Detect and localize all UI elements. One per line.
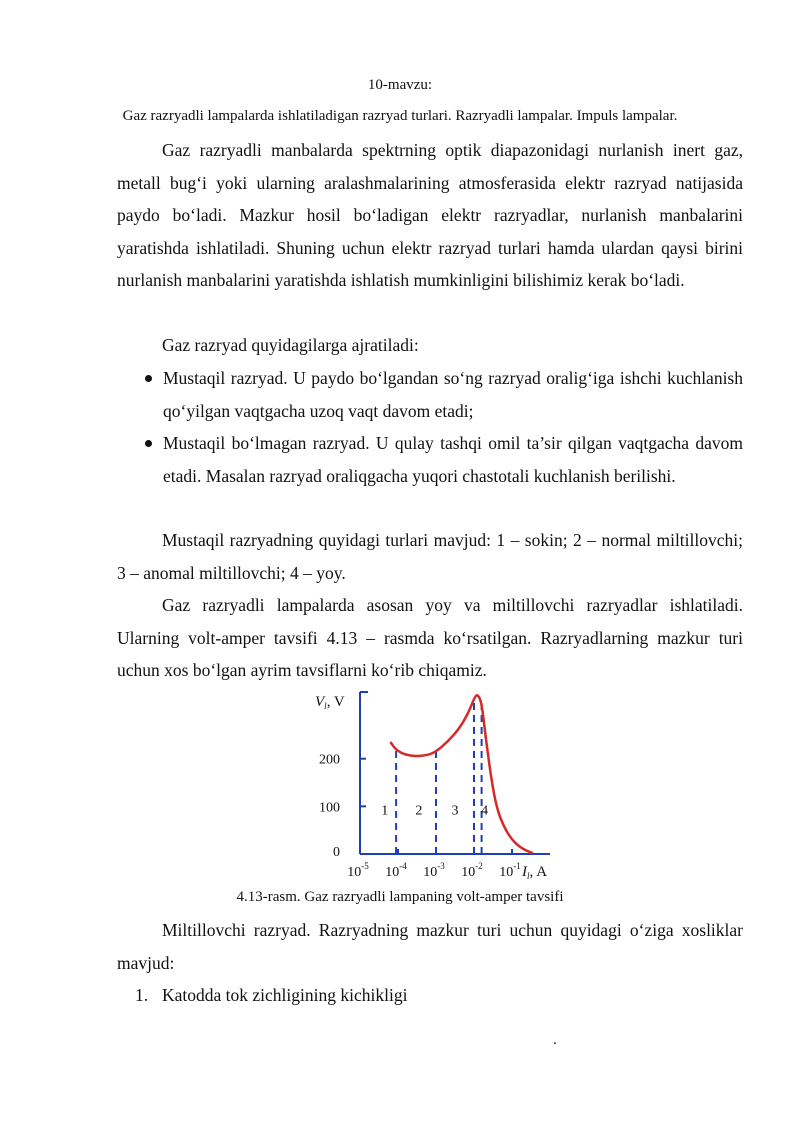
x-tick-label: $10^{-4}$ — [385, 861, 407, 880]
bullet-item — [117, 427, 743, 492]
y-tick-label: 100 — [319, 800, 340, 816]
region-label: 4 — [481, 803, 489, 819]
volt-ampere-figure — [290, 684, 560, 884]
bullet-text: Mustaqil bo‘lmagan razryad. U qulay tashqi omil ta’sir qilgan vaqtgacha davom etadi. Masalan razryad oraliqgacha yuqori chastotali kuchlanish berilishi. — [163, 433, 743, 486]
numbered-item-number: 1. — [135, 985, 149, 1005]
page-title: 10-mavzu: — [367, 77, 433, 93]
bullet-list — [117, 362, 743, 492]
numbered-item-text: Katodda tok zichligining kichikligi — [162, 985, 408, 1005]
bullet-text: Mustaqil razryad. U paydo bo‘lgandan so‘ng razryad oralig‘iga ishchi kuchlanish qo‘yilgan vaqtgacha uzoq vaqt davom etadi; — [163, 368, 743, 421]
x-tick-label: $10^{-5}$ — [347, 861, 369, 880]
page-subtitle: Gaz razryadli lampalarda ishlatiladigan razryad turlari. Razryadli lampalar. Impuls lampalar. — [122, 108, 678, 124]
paragraph-types: Mustaqil razryadning quyidagi turlari mavjud: 1 – sokin; 2 – normal miltillovchi; 3 – anomal miltillovchi; 4 – yoy. — [117, 530, 743, 583]
paragraph-lamps: Gaz razryadli lampalarda asosan yoy va miltillovchi razryadlar ishlatiladi. Ularning volt-amper tavsifi 4.13 – rasmda ko‘rsatilgan. Razryadlarning mazkur turi uchun xos bo‘lgan ayrim tavsiflarni ko‘rib chiqamiz. — [117, 595, 743, 681]
x-tick-label: $10^{-3}$ — [423, 861, 445, 880]
bullet-item — [117, 362, 743, 427]
numbered-item — [117, 979, 743, 1012]
footer-mark: . — [553, 1032, 557, 1048]
paragraph-intro: Gaz razryadli manbalarda spektrning optik diapazonidagi nurlanish inert gaz, metall bug‘i yoki ularning aralashmalarining atmosferasida elektr razryad natijasida paydo bo‘ladi. Mazkur hosil bo‘ladigan elektr razryadlar, nurlanish manbalarini yaratishda ishlatiladi. Shuning uchun elektr razryad turlari hamda ulardan qaysi birini nurlanish manbalarini yaratishda ishlatish mumkinligini bilishimiz kerak bo‘ladi. — [117, 140, 743, 291]
numbered-list — [117, 979, 743, 1012]
bullet-dot-icon — [145, 440, 152, 447]
volt-ampere-curve — [390, 695, 533, 853]
paragraph-classification: Gaz razryad quyidagilarga ajratiladi: — [162, 335, 419, 355]
region-label: 3 — [451, 803, 459, 819]
volt-ampere-chart — [290, 684, 560, 884]
region-label: 1 — [381, 803, 389, 819]
bullet-dot-icon — [145, 375, 152, 382]
y-tick-label: 0 — [333, 845, 340, 860]
y-tick-label: 200 — [319, 752, 340, 768]
region-label: 2 — [415, 803, 423, 819]
x-tick-label: $10^{-2}$ — [461, 861, 483, 880]
paragraph-glow-discharge: Miltillovchi razryad. Razryadning mazkur turi uchun quyidagi o‘ziga xosliklar mavjud: — [117, 920, 743, 973]
figure-caption: 4.13-rasm. Gaz razryadli lampaning volt-amper tavsifi — [236, 889, 564, 905]
x-tick-label: $10^{-1}$ — [499, 861, 521, 880]
x-axis-label: $I_l$, A — [522, 864, 548, 881]
y-axis-label: $V_l$, V — [315, 694, 345, 711]
